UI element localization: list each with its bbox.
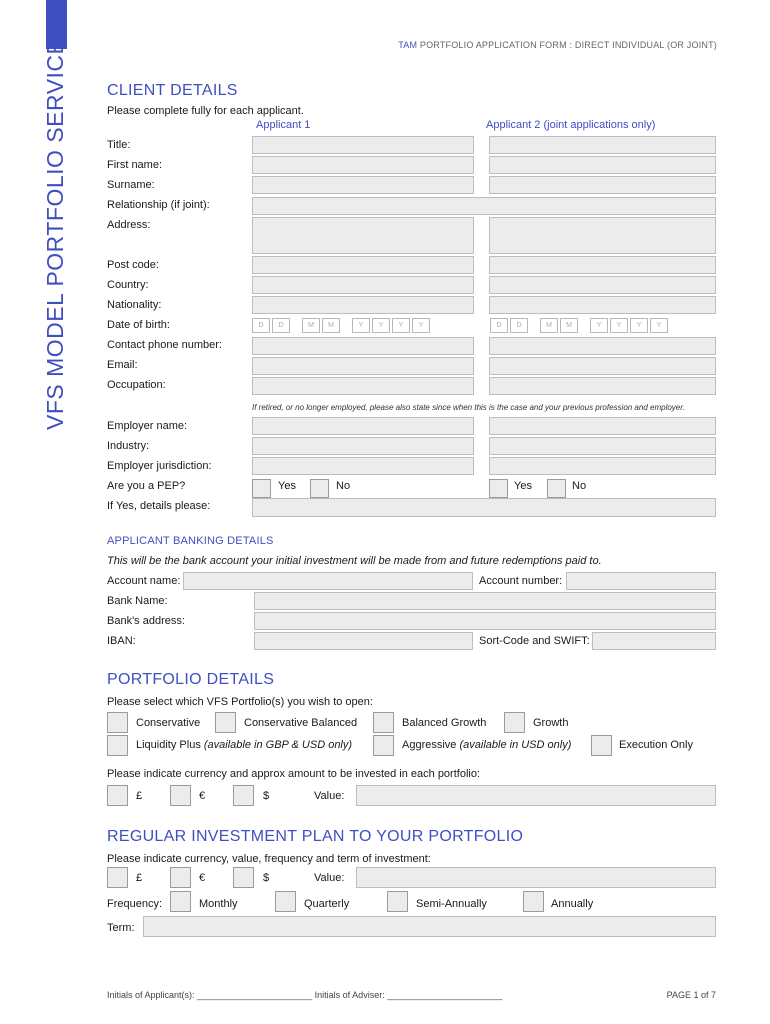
- a2-email-input[interactable]: [489, 357, 716, 375]
- header-form-title: PORTFOLIO APPLICATION FORM : DIRECT INDIVIDUAL (OR JOINT): [417, 40, 717, 50]
- label-email: Email:: [107, 359, 138, 371]
- a1-address-input[interactable]: [252, 217, 474, 254]
- a2-country-input[interactable]: [489, 276, 716, 294]
- a1-dob-month-2[interactable]: M: [322, 318, 340, 333]
- a2-jurisdiction-input[interactable]: [489, 457, 716, 475]
- account-number-input[interactable]: [566, 572, 716, 590]
- a1-pep-yes-checkbox[interactable]: [252, 479, 271, 498]
- a1-dob-year-4[interactable]: Y: [412, 318, 430, 333]
- a1-phone-input[interactable]: [252, 337, 474, 355]
- a2-phone-input[interactable]: [489, 337, 716, 355]
- portfolio-gbp-label: £: [136, 790, 143, 802]
- conservative-checkbox[interactable]: [107, 712, 128, 733]
- a1-pep-no-checkbox[interactable]: [310, 479, 329, 498]
- quarterly-checkbox[interactable]: [275, 891, 296, 912]
- label-post-code: Post code:: [107, 259, 159, 271]
- sort-code-input[interactable]: [592, 632, 716, 650]
- frequency-label: Frequency:: [107, 898, 163, 910]
- monthly-checkbox[interactable]: [170, 891, 191, 912]
- a2-employer-input[interactable]: [489, 417, 716, 435]
- banking-heading: APPLICANT BANKING DETAILS: [107, 535, 274, 547]
- iban-input[interactable]: [254, 632, 473, 650]
- a2-title-input[interactable]: [489, 136, 716, 154]
- label-address: Address:: [107, 219, 151, 231]
- aggressive-note: (available in USD only): [459, 739, 572, 751]
- a2-industry-input[interactable]: [489, 437, 716, 455]
- liquidity-plus-text: Liquidity Plus: [136, 739, 201, 751]
- a1-pep-yes-label: Yes: [278, 480, 296, 492]
- conservative-balanced-label: Conservative Balanced: [244, 717, 358, 729]
- portfolio-heading: PORTFOLIO DETAILS: [107, 671, 275, 688]
- annually-label: Annually: [551, 898, 594, 910]
- label-sort-code: Sort-Code and SWIFT:: [479, 635, 590, 647]
- rip-gbp-label: £: [136, 872, 143, 884]
- client-intro: Please complete fully for each applicant.: [107, 105, 304, 117]
- page-number: PAGE 1 of 7: [666, 990, 716, 1000]
- a1-surname-input[interactable]: [252, 176, 474, 194]
- rip-gbp-checkbox[interactable]: [107, 867, 128, 888]
- label-jurisdiction: Employer jurisdiction:: [107, 460, 212, 472]
- label-iban: IBAN:: [107, 635, 136, 647]
- a2-dob-year-4[interactable]: Y: [650, 318, 668, 333]
- banking-note: This will be the bank account your initial investment will be made from and future redemptions paid to.: [107, 555, 602, 567]
- header-tam: TAM: [398, 40, 418, 50]
- a2-occupation-input[interactable]: [489, 377, 716, 395]
- a2-dob-year-3[interactable]: Y: [630, 318, 648, 333]
- rip-eur-label: €: [199, 872, 206, 884]
- label-nationality: Nationality:: [107, 299, 162, 311]
- conservative-label: Conservative: [136, 717, 201, 729]
- label-phone: Contact phone number:: [107, 339, 222, 351]
- a2-pep-yes-label: Yes: [514, 480, 532, 492]
- a1-industry-input[interactable]: [252, 437, 474, 455]
- portfolio-eur-label: €: [199, 790, 206, 802]
- rip-usd-checkbox[interactable]: [233, 867, 254, 888]
- portfolio-gbp-checkbox[interactable]: [107, 785, 128, 806]
- label-account-name: Account name:: [107, 575, 181, 587]
- label-country: Country:: [107, 279, 149, 291]
- a1-nationality-input[interactable]: [252, 296, 474, 314]
- growth-label: Growth: [533, 717, 569, 729]
- a2-dob-day-2[interactable]: D: [510, 318, 528, 333]
- a1-first-name-input[interactable]: [252, 156, 474, 174]
- a1-dob-month-1[interactable]: M: [302, 318, 320, 333]
- a2-surname-input[interactable]: [489, 176, 716, 194]
- annually-checkbox[interactable]: [523, 891, 544, 912]
- a1-dob-year-1[interactable]: Y: [352, 318, 370, 333]
- portfolio-intro: Please select which VFS Portfolio(s) you wish to open:: [107, 696, 373, 708]
- rip-intro: Please indicate currency, value, frequency and term of investment:: [107, 853, 431, 865]
- a2-pep-no-checkbox[interactable]: [547, 479, 566, 498]
- label-bank-name: Bank Name:: [107, 595, 168, 607]
- a2-dob-year-1[interactable]: Y: [590, 318, 608, 333]
- pep-details-input[interactable]: [252, 498, 716, 517]
- a2-dob-day-1[interactable]: D: [490, 318, 508, 333]
- label-relationship: Relationship (if joint):: [107, 199, 210, 211]
- retired-note: If retired, or no longer employed, please also state since when this is the case and your previous profession and employer.: [252, 403, 685, 412]
- a1-dob-day-2[interactable]: D: [272, 318, 290, 333]
- a2-dob-year-2[interactable]: Y: [610, 318, 628, 333]
- liquidity-plus-note: (available in GBP & USD only): [203, 739, 353, 751]
- rip-heading: REGULAR INVESTMENT PLAN TO YOUR PORTFOLIO: [107, 828, 524, 845]
- a2-pep-yes-checkbox[interactable]: [489, 479, 508, 498]
- aggressive-text: Aggressive: [402, 739, 457, 751]
- a1-dob-year-3[interactable]: Y: [392, 318, 410, 333]
- monthly-label: Monthly: [199, 898, 238, 910]
- a1-title-input[interactable]: [252, 136, 474, 154]
- label-first-name: First name:: [107, 159, 163, 171]
- conservative-balanced-checkbox[interactable]: [215, 712, 236, 733]
- label-occupation: Occupation:: [107, 379, 166, 391]
- a2-address-input[interactable]: [489, 217, 716, 254]
- term-label: Term:: [107, 922, 135, 934]
- applicant2-heading: Applicant 2 (joint applications only): [486, 119, 656, 131]
- portfolio-usd-checkbox[interactable]: [233, 785, 254, 806]
- aggressive-label: [402, 739, 571, 751]
- portfolio-value-label: Value:: [314, 790, 345, 802]
- balanced-growth-checkbox[interactable]: [373, 712, 394, 733]
- a1-country-input[interactable]: [252, 276, 474, 294]
- label-pep: Are you a PEP?: [107, 480, 186, 492]
- label-pep-details: If Yes, details please:: [107, 500, 211, 512]
- a2-nationality-input[interactable]: [489, 296, 716, 314]
- portfolio-value-input[interactable]: [356, 785, 716, 806]
- label-bank-address: Bank's address:: [107, 615, 185, 627]
- a1-email-input[interactable]: [252, 357, 474, 375]
- label-account-number: Account number:: [479, 575, 563, 587]
- a2-first-name-input[interactable]: [489, 156, 716, 174]
- growth-checkbox[interactable]: [504, 712, 525, 733]
- semi-annually-checkbox[interactable]: [387, 891, 408, 912]
- aggressive-checkbox[interactable]: [373, 735, 394, 756]
- rip-value-label: Value:: [314, 872, 345, 884]
- a1-pep-no-label: No: [336, 480, 351, 492]
- semi-annually-label: Semi-Annually: [416, 898, 487, 910]
- a1-occupation-input[interactable]: [252, 377, 474, 395]
- label-surname: Surname:: [107, 179, 155, 191]
- portfolio-usd-label: $: [263, 790, 270, 802]
- initials-line: Initials of Applicant(s): _______________________ Initials of Adviser: _______________________: [107, 990, 503, 1000]
- a1-post-code-input[interactable]: [252, 256, 474, 274]
- client-details-heading: CLIENT DETAILS: [107, 82, 238, 99]
- a2-dob-month-1[interactable]: M: [540, 318, 558, 333]
- applicant1-heading: Applicant 1: [256, 119, 311, 131]
- rip-eur-checkbox[interactable]: [170, 867, 191, 888]
- relationship-input[interactable]: [252, 197, 716, 215]
- balanced-growth-label: Balanced Growth: [402, 717, 487, 729]
- a2-pep-no-label: No: [572, 480, 587, 492]
- liquidity-plus-label: [136, 739, 352, 751]
- label-employer: Employer name:: [107, 420, 188, 432]
- execution-only-checkbox[interactable]: [591, 735, 612, 756]
- a1-dob-day-1[interactable]: D: [252, 318, 270, 333]
- execution-only-label: Execution Only: [619, 739, 693, 751]
- a2-dob-month-2[interactable]: M: [560, 318, 578, 333]
- currency-prompt: Please indicate currency and approx amount to be invested in each portfolio:: [107, 768, 481, 780]
- a1-dob-year-2[interactable]: Y: [372, 318, 390, 333]
- a1-employer-input[interactable]: [252, 417, 474, 435]
- rip-usd-label: $: [263, 872, 270, 884]
- portfolio-eur-checkbox[interactable]: [170, 785, 191, 806]
- liquidity-plus-checkbox[interactable]: [107, 735, 128, 756]
- bank-name-input[interactable]: [254, 592, 716, 610]
- side-title: VFS MODEL PORTFOLIO SERVICE: [42, 38, 68, 430]
- a2-post-code-input[interactable]: [489, 256, 716, 274]
- form-header: [398, 40, 717, 50]
- label-title: Title:: [107, 139, 131, 151]
- label-dob: Date of birth:: [107, 319, 170, 331]
- term-input[interactable]: [143, 916, 716, 937]
- rip-value-input[interactable]: [356, 867, 716, 888]
- bank-address-input[interactable]: [254, 612, 716, 630]
- account-name-input[interactable]: [183, 572, 473, 590]
- quarterly-label: Quarterly: [304, 898, 350, 910]
- label-industry: Industry:: [107, 440, 150, 452]
- a1-jurisdiction-input[interactable]: [252, 457, 474, 475]
